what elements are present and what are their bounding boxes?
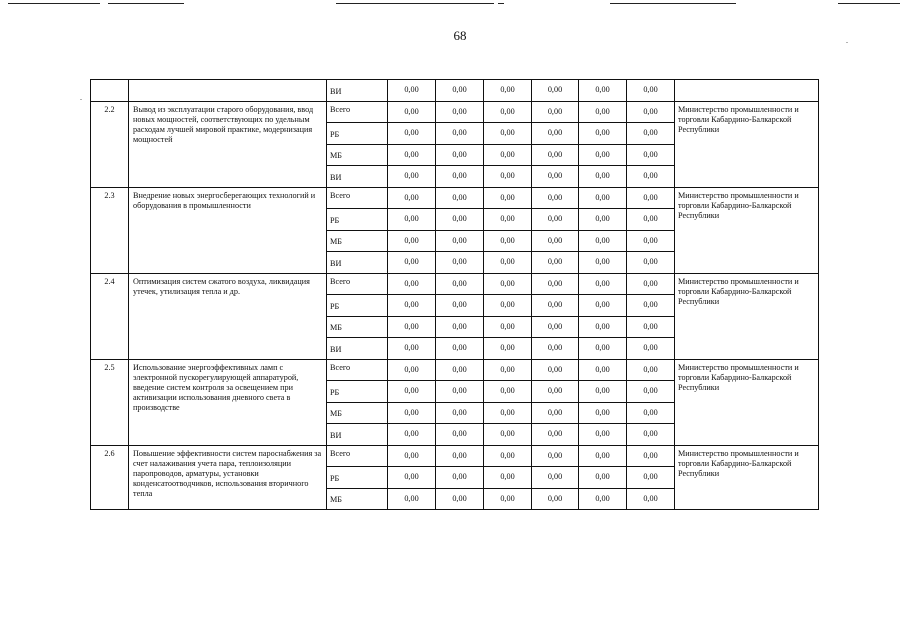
amount-cell: 0,00 xyxy=(484,101,532,123)
funding-source: Всего xyxy=(327,359,388,381)
funding-table xyxy=(90,79,819,510)
amount-cell: 0,00 xyxy=(388,187,436,209)
funding-source: ВИ xyxy=(327,252,388,274)
amount-cell: 0,00 xyxy=(436,488,484,510)
item-number: 2.5 xyxy=(91,359,129,445)
amount-cell: 0,00 xyxy=(388,381,436,403)
amount-cell: 0,00 xyxy=(484,467,532,489)
amount-cell: 0,00 xyxy=(579,273,627,295)
amount-cell: 0,00 xyxy=(388,209,436,231)
measure-name xyxy=(129,80,327,102)
amount-cell: 0,00 xyxy=(627,467,675,489)
amount-cell: 0,00 xyxy=(484,123,532,145)
amount-cell: 0,00 xyxy=(627,488,675,510)
amount-cell: 0,00 xyxy=(484,295,532,317)
amount-cell: 0,00 xyxy=(388,252,436,274)
amount-cell: 0,00 xyxy=(532,123,579,145)
amount-cell: 0,00 xyxy=(627,359,675,381)
amount-cell: 0,00 xyxy=(627,209,675,231)
amount-cell: 0,00 xyxy=(532,166,579,188)
amount-cell: 0,00 xyxy=(484,80,532,102)
funding-source: Всего xyxy=(327,273,388,295)
amount-cell: 0,00 xyxy=(579,316,627,338)
amount-cell: 0,00 xyxy=(388,445,436,467)
table-row xyxy=(91,101,819,123)
amount-cell: 0,00 xyxy=(484,144,532,166)
amount-cell: 0,00 xyxy=(532,101,579,123)
header-rule xyxy=(108,3,184,4)
amount-cell: 0,00 xyxy=(484,402,532,424)
amount-cell: 0,00 xyxy=(532,467,579,489)
executor: Министерство промышленности и торговли Кабардино-Балкарской Республики xyxy=(675,359,819,445)
executor: Министерство промышленности и торговли Кабардино-Балкарской Республики xyxy=(675,187,819,273)
amount-cell: 0,00 xyxy=(532,338,579,360)
amount-cell: 0,00 xyxy=(388,359,436,381)
scan-speck: . xyxy=(80,93,82,102)
amount-cell: 0,00 xyxy=(436,445,484,467)
amount-cell: 0,00 xyxy=(484,381,532,403)
table-row xyxy=(91,445,819,467)
amount-cell: 0,00 xyxy=(436,295,484,317)
amount-cell: 0,00 xyxy=(627,424,675,446)
funding-source: МБ xyxy=(327,230,388,252)
amount-cell: 0,00 xyxy=(579,467,627,489)
amount-cell: 0,00 xyxy=(484,488,532,510)
funding-source: РБ xyxy=(327,209,388,231)
funding-source: Всего xyxy=(327,101,388,123)
amount-cell: 0,00 xyxy=(484,187,532,209)
amount-cell: 0,00 xyxy=(484,166,532,188)
amount-cell: 0,00 xyxy=(627,101,675,123)
amount-cell: 0,00 xyxy=(532,209,579,231)
funding-source: МБ xyxy=(327,402,388,424)
amount-cell: 0,00 xyxy=(579,424,627,446)
measure-name: Внедрение новых энергосберегающих технологий и оборудования в промышленности xyxy=(129,187,327,273)
amount-cell: 0,00 xyxy=(579,252,627,274)
amount-cell: 0,00 xyxy=(532,230,579,252)
amount-cell: 0,00 xyxy=(532,424,579,446)
amount-cell: 0,00 xyxy=(388,230,436,252)
amount-cell: 0,00 xyxy=(388,273,436,295)
amount-cell: 0,00 xyxy=(579,123,627,145)
funding-source: РБ xyxy=(327,295,388,317)
amount-cell: 0,00 xyxy=(579,359,627,381)
amount-cell: 0,00 xyxy=(388,424,436,446)
header-rule xyxy=(838,3,900,4)
amount-cell: 0,00 xyxy=(579,445,627,467)
amount-cell: 0,00 xyxy=(388,166,436,188)
amount-cell: 0,00 xyxy=(436,144,484,166)
measure-name: Использование энергоэффективных ламп с электронной пускорегулирующей аппаратурой, введение систем контроля за освещением при активизации использования дневного света в производстве xyxy=(129,359,327,445)
amount-cell: 0,00 xyxy=(579,144,627,166)
amount-cell: 0,00 xyxy=(532,359,579,381)
funding-source: ВИ xyxy=(327,80,388,102)
table-row xyxy=(91,80,819,102)
amount-cell: 0,00 xyxy=(627,273,675,295)
amount-cell: 0,00 xyxy=(579,209,627,231)
item-number: 2.2 xyxy=(91,101,129,187)
amount-cell: 0,00 xyxy=(388,402,436,424)
amount-cell: 0,00 xyxy=(436,230,484,252)
amount-cell: 0,00 xyxy=(484,209,532,231)
funding-source: РБ xyxy=(327,381,388,403)
amount-cell: 0,00 xyxy=(388,338,436,360)
funding-source: РБ xyxy=(327,467,388,489)
executor: Министерство промышленности и торговли Кабардино-Балкарской Республики xyxy=(675,445,819,510)
amount-cell: 0,00 xyxy=(579,488,627,510)
amount-cell: 0,00 xyxy=(436,166,484,188)
amount-cell: 0,00 xyxy=(627,144,675,166)
amount-cell: 0,00 xyxy=(627,252,675,274)
header-rule xyxy=(610,3,736,4)
executor xyxy=(675,80,819,102)
header-rule xyxy=(498,3,504,4)
measure-name: Оптимизация систем сжатого воздуха, ликвидация утечек, утилизация тепла и др. xyxy=(129,273,327,359)
item-number: 2.3 xyxy=(91,187,129,273)
amount-cell: 0,00 xyxy=(436,123,484,145)
table-row xyxy=(91,273,819,295)
funding-source: МБ xyxy=(327,316,388,338)
amount-cell: 0,00 xyxy=(627,402,675,424)
amount-cell: 0,00 xyxy=(436,252,484,274)
amount-cell: 0,00 xyxy=(532,187,579,209)
amount-cell: 0,00 xyxy=(532,252,579,274)
amount-cell: 0,00 xyxy=(388,101,436,123)
funding-source: РБ xyxy=(327,123,388,145)
amount-cell: 0,00 xyxy=(579,338,627,360)
funding-source: ВИ xyxy=(327,166,388,188)
amount-cell: 0,00 xyxy=(532,488,579,510)
amount-cell: 0,00 xyxy=(388,80,436,102)
amount-cell: 0,00 xyxy=(532,144,579,166)
amount-cell: 0,00 xyxy=(436,381,484,403)
funding-source: ВИ xyxy=(327,338,388,360)
amount-cell: 0,00 xyxy=(484,252,532,274)
amount-cell: 0,00 xyxy=(388,123,436,145)
funding-source: ВИ xyxy=(327,424,388,446)
executor: Министерство промышленности и торговли Кабардино-Балкарской Республики xyxy=(675,101,819,187)
page-number: 68 xyxy=(453,28,467,43)
amount-cell: 0,00 xyxy=(627,166,675,188)
amount-cell: 0,00 xyxy=(627,445,675,467)
amount-cell: 0,00 xyxy=(532,295,579,317)
amount-cell: 0,00 xyxy=(436,316,484,338)
amount-cell: 0,00 xyxy=(436,209,484,231)
amount-cell: 0,00 xyxy=(436,101,484,123)
scan-speck: . xyxy=(846,36,848,45)
amount-cell: 0,00 xyxy=(484,230,532,252)
amount-cell: 0,00 xyxy=(436,80,484,102)
amount-cell: 0,00 xyxy=(627,230,675,252)
amount-cell: 0,00 xyxy=(579,166,627,188)
amount-cell: 0,00 xyxy=(579,230,627,252)
amount-cell: 0,00 xyxy=(579,402,627,424)
item-number: 2.4 xyxy=(91,273,129,359)
amount-cell: 0,00 xyxy=(436,402,484,424)
amount-cell: 0,00 xyxy=(388,467,436,489)
item-number xyxy=(91,80,129,102)
amount-cell: 0,00 xyxy=(388,295,436,317)
amount-cell: 0,00 xyxy=(436,338,484,360)
amount-cell: 0,00 xyxy=(532,273,579,295)
table-row xyxy=(91,187,819,209)
amount-cell: 0,00 xyxy=(532,445,579,467)
funding-source: МБ xyxy=(327,488,388,510)
amount-cell: 0,00 xyxy=(579,101,627,123)
executor: Министерство промышленности и торговли Кабардино-Балкарской Республики xyxy=(675,273,819,359)
amount-cell: 0,00 xyxy=(627,381,675,403)
amount-cell: 0,00 xyxy=(388,488,436,510)
amount-cell: 0,00 xyxy=(484,424,532,446)
amount-cell: 0,00 xyxy=(579,80,627,102)
item-number: 2.6 xyxy=(91,445,129,510)
amount-cell: 0,00 xyxy=(627,316,675,338)
amount-cell: 0,00 xyxy=(627,123,675,145)
amount-cell: 0,00 xyxy=(532,316,579,338)
header-rule xyxy=(8,3,100,4)
funding-source: Всего xyxy=(327,187,388,209)
amount-cell: 0,00 xyxy=(436,187,484,209)
amount-cell: 0,00 xyxy=(484,338,532,360)
amount-cell: 0,00 xyxy=(579,381,627,403)
amount-cell: 0,00 xyxy=(532,381,579,403)
amount-cell: 0,00 xyxy=(388,316,436,338)
amount-cell: 0,00 xyxy=(532,402,579,424)
amount-cell: 0,00 xyxy=(579,295,627,317)
amount-cell: 0,00 xyxy=(627,187,675,209)
amount-cell: 0,00 xyxy=(436,467,484,489)
amount-cell: 0,00 xyxy=(579,187,627,209)
measure-name: Вывод из эксплуатации старого оборудования, ввод новых мощностей, соответствующих по удельным расходам лучшей мировой практике, модернизация мощностей xyxy=(129,101,327,187)
amount-cell: 0,00 xyxy=(436,359,484,381)
amount-cell: 0,00 xyxy=(627,80,675,102)
amount-cell: 0,00 xyxy=(627,338,675,360)
table-row xyxy=(91,359,819,381)
amount-cell: 0,00 xyxy=(484,273,532,295)
table-body xyxy=(91,80,819,510)
measure-name: Повышение эффективности систем пароснабжения за счет налаживания учета пара, теплоизоляции паропроводов, арматуры, установки конденсатоотводчиков, использования вторичного тепла xyxy=(129,445,327,510)
funding-source: МБ xyxy=(327,144,388,166)
amount-cell: 0,00 xyxy=(388,144,436,166)
amount-cell: 0,00 xyxy=(532,80,579,102)
amount-cell: 0,00 xyxy=(436,424,484,446)
amount-cell: 0,00 xyxy=(484,359,532,381)
amount-cell: 0,00 xyxy=(484,316,532,338)
funding-source: Всего xyxy=(327,445,388,467)
amount-cell: 0,00 xyxy=(484,445,532,467)
header-rule xyxy=(336,3,494,4)
amount-cell: 0,00 xyxy=(436,273,484,295)
amount-cell: 0,00 xyxy=(627,295,675,317)
